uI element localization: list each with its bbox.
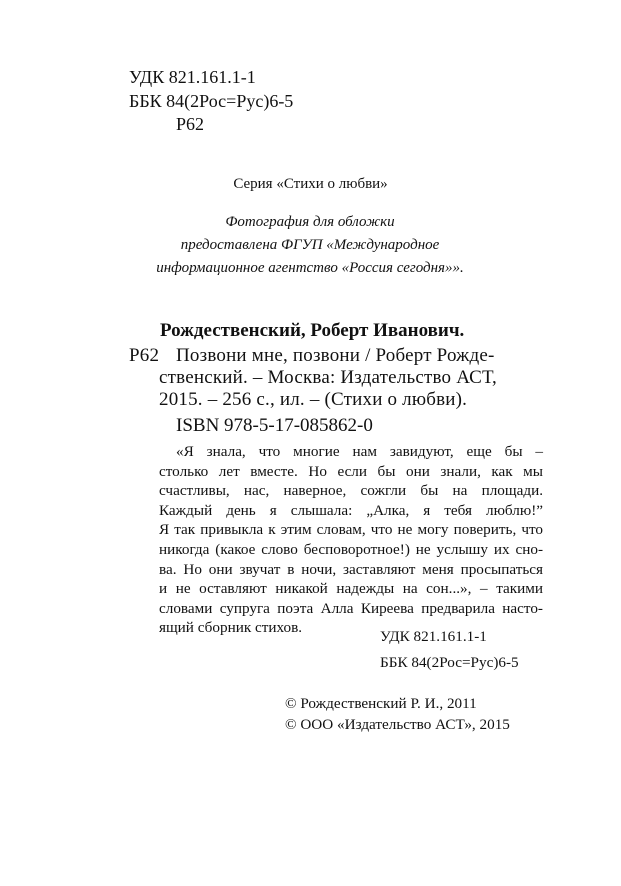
annotation-line: Каждый день я слышала: „Алка, я тебя люблю!” <box>159 501 543 519</box>
annotation-line: ящий сборник стихов. <box>159 619 303 637</box>
catalog-code: Р62 <box>129 345 160 366</box>
annotation-line: Я так привыкла к этим словам, что не могу поверить, что <box>159 521 543 539</box>
bottom-classification <box>380 624 519 676</box>
annotation-line: столько лет вместе. Но если бы они знали, как мы <box>159 462 543 480</box>
annotation-line: словами супруга поэта Алла Киреева предварила насто- <box>159 599 543 617</box>
photo-credit-line: предоставлена ФГУП «Международное <box>180 237 440 253</box>
udk-top: УДК 821.161.1-1 <box>129 67 256 87</box>
catalog-description-line: Позвони мне, позвони / Роберт Рожде- <box>176 345 495 366</box>
series-line <box>0 176 621 193</box>
catalog-description <box>176 345 495 367</box>
isbn: ISBN 978-5-17-085862-0 <box>176 415 373 436</box>
annotation-line: «Я знала, что многие нам завидуют, еще бы – <box>176 443 543 460</box>
photo-credit-line: информационное агентство «Россия сегодня»». <box>156 260 464 276</box>
copyright-line: © ООО «Издательство АСТ», 2015 <box>285 716 510 733</box>
bbk-bottom: ББК 84(2Рос=Рус)6-5 <box>380 654 519 671</box>
annotation <box>159 442 543 638</box>
bbk-top: ББК 84(2Рос=Рус)6-5 <box>129 91 294 111</box>
annotation-line: никогда (какое слово бесповоротное!) не услышу их сно- <box>159 540 543 558</box>
photo-credit <box>60 211 560 280</box>
copyright-line: © Рождественский Р. И., 2011 <box>285 695 477 712</box>
catalog-description-line: ственский. – Москва: Издательство АСТ, <box>159 367 497 388</box>
annotation-line: счастливы, нас, наверное, сожгли бы на площади. <box>159 482 543 500</box>
catalog-description-cont <box>159 367 497 411</box>
author-code-top: Р62 <box>176 114 205 134</box>
series-text: Серия «Стихи о любви» <box>233 176 388 192</box>
photo-credit-line: Фотография для обложки <box>225 214 395 230</box>
udk-bottom: УДК 821.161.1-1 <box>380 628 487 645</box>
annotation-line: ва. Но они звучат в ночи, заставляют меня просыпаться <box>159 560 543 578</box>
annotation-line: и не оставляют никакой надежды на сон...», – такими <box>159 580 543 598</box>
copyright-block <box>285 693 510 735</box>
catalog-author: Рождественский, Роберт Иванович. <box>160 320 465 341</box>
catalog-description-line: 2015. – 256 с., ил. – (Стихи о любви). <box>159 389 468 410</box>
